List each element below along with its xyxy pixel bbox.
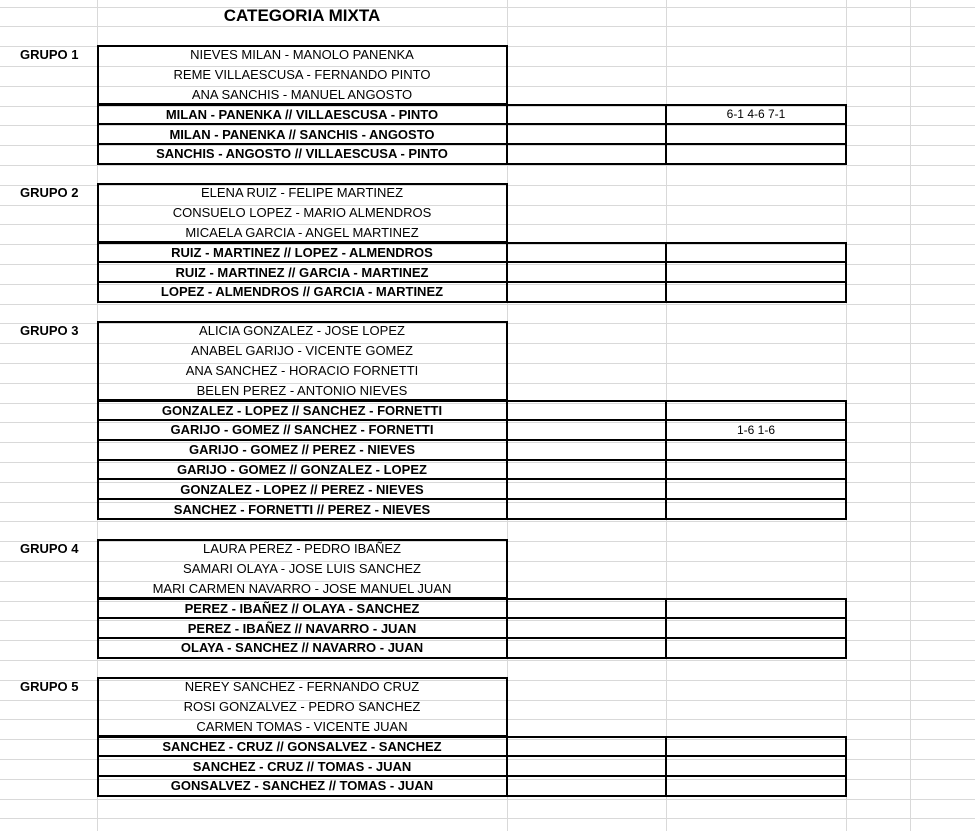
match-column-divider (506, 242, 508, 301)
match-label[interactable]: LOPEZ - ALMENDROS // GARCIA - MARTINEZ (160, 284, 444, 300)
match-column-divider (665, 242, 667, 301)
team-pair[interactable]: MICAELA GARCIA - ANGEL MARTINEZ (185, 224, 419, 240)
match-label[interactable]: SANCHEZ - FORNETTI // PEREZ - NIEVES (173, 501, 431, 517)
pairs-box (97, 539, 508, 599)
match-label[interactable]: MILAN - PANENKA // VILLAESCUSA - PINTO (165, 106, 439, 122)
grid-row-line (0, 521, 975, 522)
match-column-divider (506, 400, 508, 519)
match-column-divider (665, 400, 667, 519)
matches-box (97, 598, 847, 658)
team-pair[interactable]: MARI CARMEN NAVARRO - JOSE MANUEL JUAN (152, 580, 452, 596)
team-pair[interactable]: SAMARI OLAYA - JOSE LUIS SANCHEZ (183, 561, 421, 577)
match-row-divider (97, 123, 846, 125)
match-label[interactable]: OLAYA - SANCHEZ // NAVARRO - JUAN (180, 640, 424, 656)
pairs-box (97, 677, 508, 737)
match-row-divider (97, 498, 846, 500)
team-pair[interactable]: ANA SANCHEZ - HORACIO FORNETTI (185, 362, 419, 378)
matches-box (97, 104, 847, 164)
match-row-divider (97, 281, 846, 283)
team-pair[interactable]: ANABEL GARIJO - VICENTE GOMEZ (191, 343, 413, 359)
grid-row-line (0, 304, 975, 305)
pairs-box (97, 183, 508, 243)
match-column-divider (506, 104, 508, 163)
match-column-divider (665, 736, 667, 795)
matches-box (97, 242, 847, 302)
group-label[interactable]: GRUPO 3 (20, 323, 79, 339)
match-label[interactable]: MILAN - PANENKA // SANCHIS - ANGOSTO (169, 126, 435, 142)
team-pair[interactable]: CARMEN TOMAS - VICENTE JUAN (196, 718, 408, 734)
match-label[interactable]: RUIZ - MARTINEZ // LOPEZ - ALMENDROS (171, 244, 433, 260)
grid-row-line (0, 660, 975, 661)
match-row-divider (97, 439, 846, 441)
team-pair[interactable]: ANA SANCHIS - MANUEL ANGOSTO (191, 86, 413, 102)
page-title[interactable]: CATEGORIA MIXTA (223, 5, 381, 25)
team-pair[interactable]: ROSI GONZALVEZ - PEDRO SANCHEZ (183, 699, 421, 715)
match-label[interactable]: RUIZ - MARTINEZ // GARCIA - MARTINEZ (175, 264, 429, 280)
group-label[interactable]: GRUPO 5 (20, 679, 79, 695)
match-row-divider (97, 617, 846, 619)
grid-row-line (0, 26, 975, 27)
match-label[interactable]: GONZALEZ - LOPEZ // SANCHEZ - FORNETTI (161, 402, 443, 418)
match-row-divider (97, 459, 846, 461)
team-pair[interactable]: ALICIA GONZALEZ - JOSE LOPEZ (199, 323, 405, 339)
match-label[interactable]: GARIJO - GOMEZ // PEREZ - NIEVES (188, 442, 416, 458)
match-column-divider (506, 598, 508, 657)
match-column-divider (665, 598, 667, 657)
match-row-divider (97, 261, 846, 263)
match-row-divider (97, 775, 846, 777)
group-label[interactable]: GRUPO 2 (20, 185, 79, 201)
match-label[interactable]: GARIJO - GOMEZ // SANCHEZ - FORNETTI (170, 422, 434, 438)
grid-row-line (0, 818, 975, 819)
match-result[interactable]: 1-6 1-6 (736, 422, 776, 437)
match-label[interactable]: SANCHEZ - CRUZ // TOMAS - JUAN (192, 758, 412, 774)
match-label[interactable]: GONSALVEZ - SANCHEZ // TOMAS - JUAN (170, 778, 434, 794)
match-column-divider (665, 104, 667, 163)
match-row-divider (97, 419, 846, 421)
pairs-box (97, 321, 508, 401)
match-row-divider (97, 755, 846, 757)
team-pair[interactable]: LAURA PEREZ - PEDRO IBAÑEZ (203, 541, 401, 557)
match-label[interactable]: PEREZ - IBAÑEZ // OLAYA - SANCHEZ (184, 600, 420, 616)
group-label[interactable]: GRUPO 4 (20, 541, 79, 557)
match-label[interactable]: PEREZ - IBAÑEZ // NAVARRO - JUAN (187, 620, 417, 636)
pairs-box (97, 45, 508, 105)
team-pair[interactable]: NIEVES MILAN - MANOLO PANENKA (190, 47, 414, 63)
match-label[interactable]: SANCHIS - ANGOSTO // VILLAESCUSA - PINTO (156, 146, 448, 162)
match-row-divider (97, 637, 846, 639)
team-pair[interactable]: NEREY SANCHEZ - FERNANDO CRUZ (184, 679, 420, 695)
matches-box (97, 736, 847, 796)
grid-row-line (0, 165, 975, 166)
team-pair[interactable]: CONSUELO LOPEZ - MARIO ALMENDROS (172, 205, 432, 221)
team-pair[interactable]: BELEN PEREZ - ANTONIO NIEVES (196, 382, 408, 398)
match-label[interactable]: GARIJO - GOMEZ // GONZALEZ - LOPEZ (177, 461, 427, 477)
match-label[interactable]: GONZALEZ - LOPEZ // PEREZ - NIEVES (180, 481, 424, 497)
match-label[interactable]: SANCHEZ - CRUZ // GONSALVEZ - SANCHEZ (162, 738, 442, 754)
grid-row-line (0, 799, 975, 800)
match-column-divider (506, 736, 508, 795)
match-row-divider (97, 143, 846, 145)
match-row-divider (97, 478, 846, 480)
team-pair[interactable]: ELENA RUIZ - FELIPE MARTINEZ (200, 185, 404, 201)
group-label[interactable]: GRUPO 1 (20, 47, 79, 63)
team-pair[interactable]: REME VILLAESCUSA - FERNANDO PINTO (173, 67, 431, 83)
match-result[interactable]: 6-1 4-6 7-1 (726, 107, 786, 122)
